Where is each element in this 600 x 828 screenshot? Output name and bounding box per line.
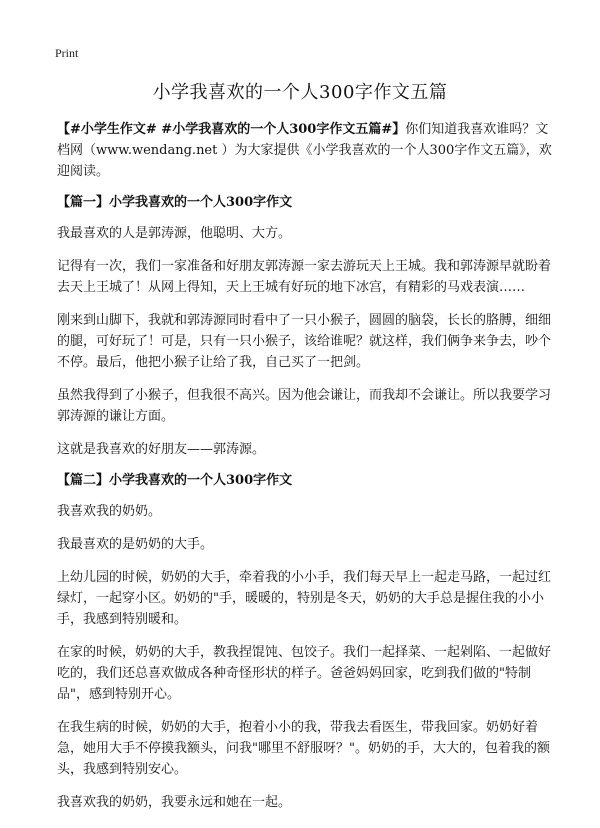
paragraph: 虽然我得到了小猴子，但我很不高兴。因为他会谦让，而我却不会谦让。所以我要学习郭涛源的谦让方面。 [57, 388, 552, 424]
paragraph: 我喜欢我的奶奶。 [57, 504, 162, 519]
section-heading: 【篇一】小学我喜欢的一个人300字作文 [57, 195, 293, 210]
paragraph: 这就是我喜欢的好朋友——郭涛源。 [57, 442, 266, 457]
paragraph: 我最喜欢的人是郭涛源，他聪明、大方。 [57, 226, 292, 241]
paragraph: 我最喜欢的是奶奶的大手。 [57, 537, 214, 552]
paragraph: 刚来到山脚下，我就和郭涛源同时看中了一只小猴子，圆圆的脑袋，长长的胳膊，细细的腿，可好玩了！可是，只有一只小猴子，该给谁呢？就这样，我们俩争来争去，吵个不停。最后，他把小猴子让给了我，自己买了一把剑。 [57, 313, 552, 370]
article-body [57, 119, 554, 825]
paragraph: 在家的时候，奶奶的大手，教我捏馄饨、包饺子。我们一起择菜、一起剁陷、一起做好吃的，我们还总喜欢做成各种奇怪形状的样子。爸爸妈妈回家，吃到我们做的"特制品"，感到特别开心。 [57, 645, 552, 702]
paragraph: 在我生病的时候，奶奶的大手，抱着小小的我，带我去看医生，带我回家。奶奶好着急，她用大手不停摸我额头，问我"哪里不舒服呀？"。奶奶的手，大大的，包着我的额头，我感到特别安心。 [57, 720, 550, 777]
paragraph: 上幼儿园的时候，奶奶的大手，牵着我的小小手，我们每天早上一起走马路，一起过红绿灯，一起穿小区。奶奶的"手，暖暖的，特别是冬天，奶奶的大手总是握住我的小小手，我感到特别暖和。 [57, 570, 552, 627]
print-link[interactable]: Print [55, 46, 79, 60]
page-title: 小学我喜欢的一个人300字作文五篇 [152, 82, 448, 103]
intro-tag: 【#小学生作文# #小学我喜欢的一个人300字作文五篇#】 [57, 122, 406, 137]
intro-paragraph [57, 119, 554, 182]
intro-text: 你们知道我喜欢谁吗？文档网（www.wendang.net ）为大家提供《小学我喜欢的一个人300字作文五篇》，欢迎阅读。 [57, 122, 552, 179]
section-heading: 【篇二】小学我喜欢的一个人300字作文 [57, 473, 293, 488]
paragraph: 我喜欢我的奶奶，我要永远和她在一起。 [57, 795, 292, 810]
paragraph: 记得有一次，我们一家准备和好朋友郭涛源一家去游玩天上王城。我和郭涛源早就盼着去天上王城了！从网上得知，天上王城有好玩的地下冰宫，有精彩的马戏表演…… [57, 259, 552, 295]
